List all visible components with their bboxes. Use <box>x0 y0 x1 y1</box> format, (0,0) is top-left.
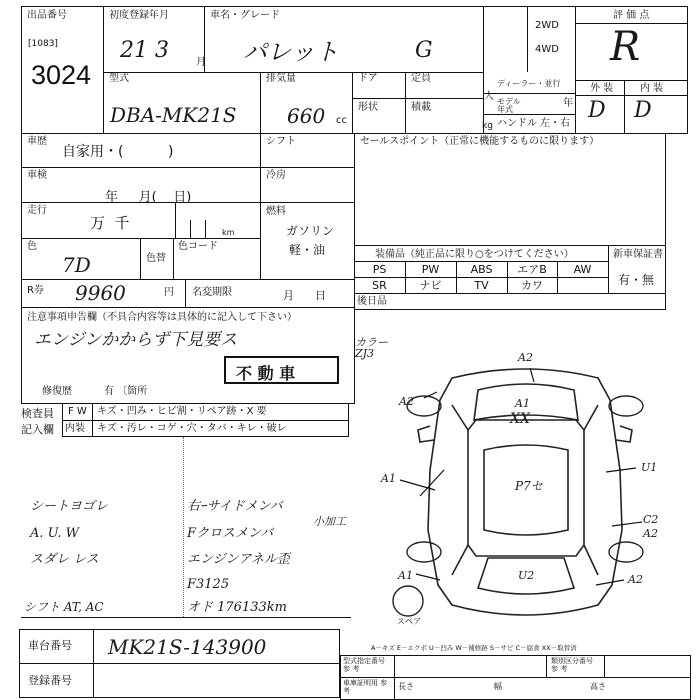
sales-label: セールスポイント（正常に機能するものに限ります） <box>360 136 600 147</box>
lot-sub: [1083] <box>28 39 58 49</box>
equipment-cell: ABS <box>470 263 493 276</box>
left-note: スダレ レス <box>30 552 99 567</box>
immobile-stamp-text: 不 動 車 <box>236 364 296 383</box>
inspector-label: 検査員 <box>21 407 54 420</box>
left-note: シフト AT, AC <box>24 600 104 614</box>
handle-label: ハンドル 左・右 <box>497 118 571 129</box>
legend: A－キズ E－エクボ U－凹み W－補修跡 S－サビ C－腐食 XX－取替済 <box>371 644 577 652</box>
history-label: 車歴 <box>27 136 47 147</box>
reg-label: 登録番号 <box>28 674 72 687</box>
inspection-value: 年 月( 日) <box>105 190 192 205</box>
fuel-light: 軽・油 <box>289 243 326 257</box>
chassis-value: MK21S-143900 <box>108 635 267 659</box>
diagram-mark: A2 <box>628 573 643 586</box>
equipment-cell: カワ <box>521 279 543 292</box>
shift-label: シフト <box>266 136 296 147</box>
length-label: 長さ <box>398 682 414 691</box>
divider <box>604 655 605 677</box>
diagram-mark: U1 <box>641 461 658 474</box>
divider <box>394 655 395 700</box>
chassis-label: 車台番号 <box>28 639 72 652</box>
diagram-mark: P7セ <box>515 479 543 493</box>
fw-value: キズ・凹み・ヒビ割・リペア跡・X 要 <box>97 406 267 417</box>
divider <box>19 663 340 664</box>
diagram-mark: XX <box>510 411 530 427</box>
yen-unit: 円 <box>164 287 174 298</box>
mileage-label: 走行 <box>27 205 47 216</box>
equipment-cell: TV <box>474 279 489 292</box>
expire-label: 名変期限 <box>192 287 232 298</box>
km-unit: km <box>222 228 235 237</box>
year-unit: 年 <box>563 98 573 109</box>
model-label: 型式 <box>109 73 129 84</box>
first-reg-label: 初度登録年月 <box>109 10 169 21</box>
diagram-mark: A1 <box>398 569 413 582</box>
warranty-value: 有・無 <box>618 273 655 287</box>
right-note: 右ｰサイドメンバ <box>187 499 283 514</box>
door-label: ドア <box>358 73 378 84</box>
right-note: オド 176133km <box>187 600 287 615</box>
right-note: エンジンアネル歪 <box>187 552 290 567</box>
drive-2wd: 2WD <box>535 20 559 31</box>
lot-label: 出品番号 <box>27 10 67 21</box>
aircon-label: 冷房 <box>266 170 286 181</box>
ext-value: D <box>588 98 606 123</box>
int-value: D <box>634 98 652 123</box>
diagram-mark: A2 <box>518 351 533 364</box>
left-note: シートヨゴレ <box>30 499 109 514</box>
color-code-label: 色コード <box>178 241 218 252</box>
divider <box>546 655 547 677</box>
car-name-label: 車名・グレード <box>210 10 280 21</box>
equipment-cell: AW <box>573 263 592 276</box>
diagram-mark: U2 <box>518 569 535 582</box>
score-label: 評 価 点 <box>613 10 650 21</box>
load-label: 積載 <box>411 102 431 113</box>
lot-number: 3024 <box>31 60 92 90</box>
dealer-label: ディーラー・並行 <box>497 79 561 88</box>
displacement-label: 排気量 <box>266 73 296 84</box>
equipment-cell: PS <box>372 263 387 276</box>
score-value: R <box>610 24 641 70</box>
equipment-label: 装備品（純正品に限り○をつけてください） <box>375 249 574 260</box>
kg-unit: kg <box>482 121 493 131</box>
recycle-label: R券 <box>27 285 44 296</box>
grade-value: G <box>415 38 433 63</box>
color-note: カラー ZJ3 <box>355 336 388 360</box>
interior-value: キズ・汚レ・コゲ・穴・タバ・キレ・破レ <box>97 423 287 434</box>
right-note: Fクロスメンバ <box>187 526 274 541</box>
equipment-cell: SR <box>372 279 387 292</box>
first-reg-value: 21 3 <box>120 38 169 63</box>
right-note-tag: 小加工 <box>313 515 346 528</box>
int-label: 内 装 <box>640 83 664 94</box>
inspection-label: 車検 <box>27 170 47 181</box>
right-note: F3125 <box>187 577 230 592</box>
interior-label: 内装 <box>65 423 85 434</box>
capacity-label: 定員 <box>411 73 431 84</box>
class-label: 類別区分番号 参 考 <box>551 657 593 673</box>
fw-label: F W <box>68 406 87 417</box>
car-name-value: パレット <box>243 38 339 66</box>
fuel-label: 燃料 <box>266 206 286 217</box>
diagram-mark: A2 <box>643 527 658 540</box>
color-label: 色 <box>27 241 37 252</box>
notes-handwritten: エンジンかからず下見要ス <box>34 330 238 350</box>
expire-value: 月 日 <box>283 289 326 302</box>
diagram-mark: A1 <box>515 397 530 410</box>
left-note: A. U. W <box>30 526 80 541</box>
type-cert-label: 型式指定番号 参 考 <box>343 657 385 673</box>
repair-value: 有 〔箇所 <box>104 386 148 397</box>
diagram-mark: A1 <box>381 472 396 485</box>
width-label: 幅 <box>494 682 502 691</box>
cert-label: 車庫証明用 参 考 <box>343 679 388 695</box>
history-value: 自家用・( ) <box>62 144 174 160</box>
color-value: 7D <box>62 253 91 277</box>
record-label: 記入欄 <box>21 423 54 436</box>
diagram-mark: C2 <box>643 513 659 526</box>
model-value: DBA-MK21S <box>110 103 237 127</box>
repaint-label: 色替 <box>146 253 166 264</box>
spare-label: スペア <box>397 617 421 626</box>
month-unit: 月 <box>196 57 206 68</box>
equipment-cell: PW <box>421 263 440 276</box>
divider <box>340 677 691 678</box>
model-year-label: モデル年式 <box>497 97 521 114</box>
person-unit: 人 <box>484 91 494 102</box>
drive-4wd: 4WD <box>535 44 559 55</box>
delivery-label: 後日品 <box>357 296 387 307</box>
notice-label: 注意事項申告欄（不具合内容等は具体的に記入して下さい） <box>27 312 297 323</box>
equipment-cell: ナビ <box>419 279 442 292</box>
warranty-label: 新車保証書 <box>613 249 663 260</box>
repair-label: 修復歴 <box>42 386 72 397</box>
height-label: 高さ <box>590 682 606 691</box>
displacement-value: 660 <box>287 104 326 128</box>
cc-unit: cc <box>336 115 347 126</box>
ext-label: 外 装 <box>590 83 614 94</box>
recycle-value: 9960 <box>75 281 126 305</box>
diagram-mark: A2 <box>399 395 414 408</box>
fuel-gas: ガソリン <box>286 224 335 238</box>
shape-label: 形状 <box>358 102 378 113</box>
equipment-cell: エアB <box>517 263 547 276</box>
mileage-value: 万 千 <box>90 214 130 232</box>
